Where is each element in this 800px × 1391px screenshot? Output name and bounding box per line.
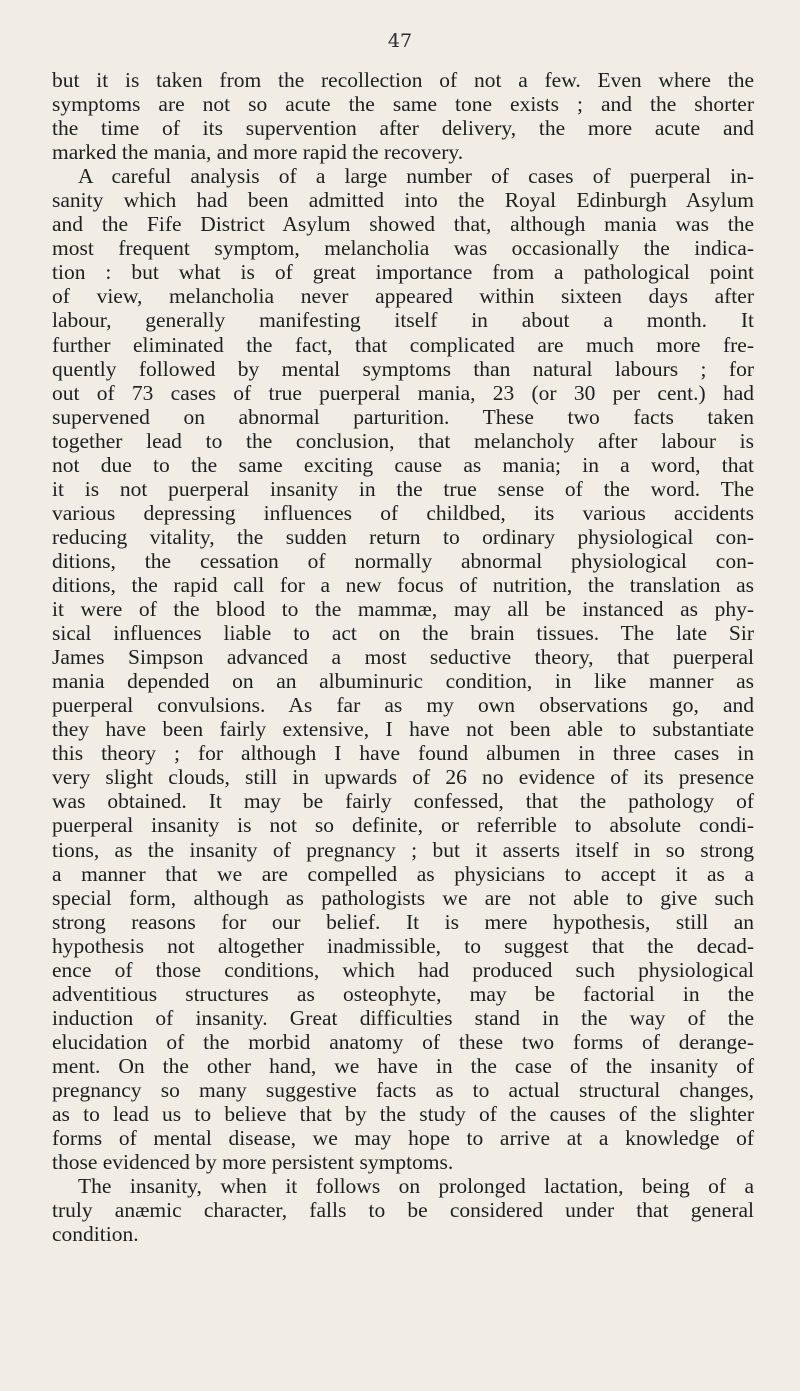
text-line: was obtained. It may be fairly confessed, that the pathology of bbox=[52, 789, 754, 814]
text-line: further eliminated the fact, that complicated are much more fre- bbox=[52, 332, 754, 357]
text-line: The insanity, when it follows on prolonged lactation, being of a bbox=[78, 1174, 754, 1199]
text-line: very slight clouds, still in upwards of 26 no evidence of its presence bbox=[52, 765, 754, 790]
text-line: it is not puerperal insanity in the true sense of the word. The bbox=[52, 476, 754, 501]
page-number: 47 bbox=[387, 30, 413, 52]
text-line: forms of mental disease, we may hope to arrive at a knowledge of bbox=[52, 1126, 754, 1151]
text-line: mania depended on an albuminuric condition, in like manner as bbox=[52, 669, 754, 694]
text-line: together lead to the conclusion, that melancholy after labour is bbox=[52, 428, 754, 453]
text-line: adventitious structures as osteophyte, may be factorial in the bbox=[52, 981, 754, 1006]
text-line: tions, as the insanity of pregnancy ; but it asserts itself in so strong bbox=[52, 837, 754, 862]
text-line: quently followed by mental symptoms than natural labours ; for bbox=[52, 356, 754, 381]
text-line: as to lead us to believe that by the study of the causes of the slighter bbox=[52, 1102, 754, 1127]
text-line: out of 73 cases of true puerperal mania, 23 (or 30 per cent.) had bbox=[52, 380, 754, 405]
text-line: of view, melancholia never appeared within sixteen days after bbox=[52, 284, 754, 309]
text-line: ence of those conditions, which had produced such physiological bbox=[52, 957, 754, 982]
text-line: hypothesis not altogether inadmissible, to suggest that the decad- bbox=[52, 933, 754, 958]
text-line: truly anæmic character, falls to be considered under that general bbox=[52, 1198, 754, 1223]
text-line: sanity which had been admitted into the Royal Edinburgh Asylum bbox=[52, 188, 754, 213]
text-line: puerperal convulsions. As far as my own observations go, and bbox=[52, 693, 754, 718]
text-line: ditions, the cessation of normally abnormal physiological con- bbox=[52, 548, 754, 573]
text-line: those evidenced by more persistent symptoms. bbox=[52, 1150, 454, 1175]
text-line: and the Fife District Asylum showed that, although mania was the bbox=[52, 212, 754, 237]
text-line: elucidation of the morbid anatomy of these two forms of derange- bbox=[52, 1029, 754, 1054]
text-line: but it is taken from the recollection of not a few. Even where the bbox=[52, 68, 754, 92]
text-line: ment. On the other hand, we have in the case of the insanity of bbox=[52, 1053, 754, 1078]
text-line: a manner that we are compelled as physicians to accept it as a bbox=[52, 861, 754, 886]
text-line: tion : but what is of great importance from a pathological point bbox=[52, 260, 754, 285]
text-line: James Simpson advanced a most seductive theory, that puerperal bbox=[52, 645, 754, 670]
text-line: labour, generally manifesting itself in about a month. It bbox=[52, 308, 754, 333]
text-line: ditions, the rapid call for a new focus of nutrition, the translation as bbox=[52, 572, 754, 597]
text-line: sical influences liable to act on the brain tissues. The late Sir bbox=[52, 621, 754, 646]
text-line: symptoms are not so acute the same tone exists ; and the shorter bbox=[52, 92, 754, 117]
text-line: condition. bbox=[52, 1222, 139, 1247]
text-line: reducing vitality, the sudden return to ordinary physiological con- bbox=[52, 524, 754, 549]
text-line: not due to the same exciting cause as mania; in a word, that bbox=[52, 452, 754, 477]
text-line: this theory ; for although I have found albumen in three cases in bbox=[52, 741, 754, 766]
text-line: they have been fairly extensive, I have not been able to substantiate bbox=[52, 717, 754, 742]
text-line: special form, although as pathologists we are not able to give such bbox=[52, 885, 754, 910]
body-text bbox=[52, 68, 754, 1246]
text-line: strong reasons for our belief. It is mere hypothesis, still an bbox=[52, 909, 754, 934]
text-line: induction of insanity. Great difficulties stand in the way of the bbox=[52, 1005, 754, 1030]
text-line: the time of its supervention after delivery, the more acute and bbox=[52, 116, 754, 141]
text-line: pregnancy so many suggestive facts as to actual structural changes, bbox=[52, 1077, 754, 1102]
text-line: puerperal insanity is not so definite, or referrible to absolute condi- bbox=[52, 813, 754, 838]
text-line: various depressing influences of childbed, its various accidents bbox=[52, 500, 754, 525]
text-line: most frequent symptom, melancholia was occasionally the indica- bbox=[52, 236, 754, 261]
text-line: supervened on abnormal parturition. These two facts taken bbox=[52, 404, 754, 429]
text-line: marked the mania, and more rapid the recovery. bbox=[52, 140, 464, 165]
text-line: A careful analysis of a large number of cases of puerperal in- bbox=[78, 164, 754, 189]
text-line: it were of the blood to the mammæ, may all be instanced as phy- bbox=[52, 597, 754, 622]
